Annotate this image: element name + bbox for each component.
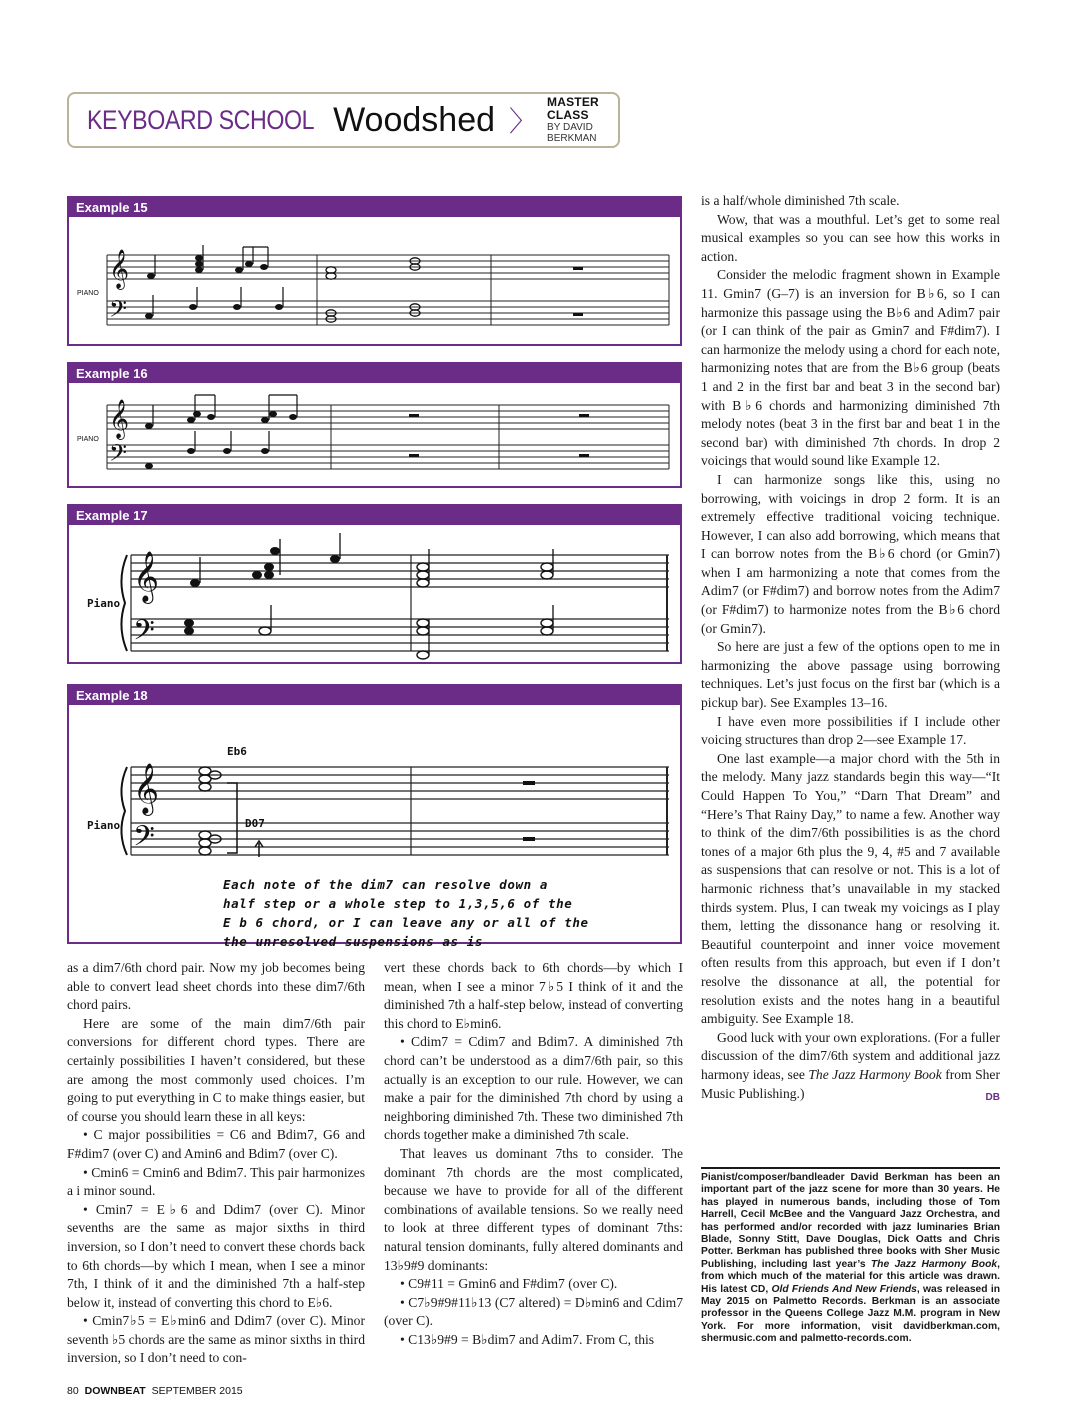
- article-column-3: [701, 192, 1000, 1107]
- bio-text: , from which much of the material for this article was drawn. His latest CD,: [701, 1258, 1000, 1295]
- instrument-label: PIANO: [77, 436, 99, 443]
- byline: BY DAVID BERKMAN: [547, 122, 597, 145]
- section-title: Woodshed: [333, 100, 496, 139]
- annotation-line: the unresolved suspensions as is: [223, 934, 484, 949]
- paragraph: Here are some of the main dim7/6th pair conversions for different chord types. There are certainly possibilities I haven’t considered, but these are among the most commonly used choices. I’m going to put everything in C to make things easier, but of course you should learn these in all keys:: [67, 1015, 365, 1124]
- paragraph: vert these chords back to 6th chords—by which I mean, when I see a minor 7♭5 I think of it and the diminished 7th a half-step below, instead of converting this chord to E♭min6.: [384, 960, 683, 1031]
- kicker: MASTER CLASS: [547, 94, 599, 122]
- annotation-line: E b 6 chord, or I can leave any or all of the: [223, 915, 589, 930]
- page-number: 80: [67, 1385, 79, 1397]
- svg-text:𝄞: 𝄞: [133, 763, 160, 814]
- paragraph: That leaves us dominant 7ths to consider. The dominant 7th chords are the most complicated, because we have to provide for all of the different combinations of available tensions. So we really need to look at three different types of dominant 7ths: natural tension dominants, fully altered dominants and 13♭9#9 dominants:: [384, 1145, 683, 1273]
- issue-date: SEPTEMBER 2015: [151, 1385, 243, 1397]
- instrument-label: Piano: [87, 819, 121, 832]
- author-bio: [701, 1172, 1000, 1346]
- example-label: Example 15: [69, 198, 680, 217]
- instrument-label: PIANO: [77, 290, 99, 297]
- svg-text:𝄞: 𝄞: [109, 399, 130, 439]
- paragraph: One last example—a major chord with the 5th in the melody. Many jazz standards begin this way—“It Could Happen To You,” “Darn That Dream” and “Here’s That Rainy Day,” to name a few. Another way to think of the dim7/6th possibilities is as the chord tones of a major 6th plus the 9, 4, #5 and 7 available as suspensions that can resolve or not. This is a lot of harmonic richness that’s unavailable in my stacked thirds system. Plus, I can tweak my voicings as I play them, letting the dissonance hang or resolving it. Beautiful counterpoint and inner voice movement often results from this approach, but even if I don’t resolve the dissonance at all, the potential for resolution exists and the notes hang in a beautiful ambiguity. See Example 18.: [701, 750, 1000, 1027]
- closing-text: from Sher Music Publishing.): [701, 1066, 1000, 1101]
- paragraph: Wow, that was a mouthful. Let’s get to some real musical examples so you can see how this works in action.: [701, 211, 1000, 264]
- book-title: The Jazz Harmony Book: [808, 1066, 942, 1082]
- closing-paragraph: [701, 1029, 1000, 1103]
- article-column-1: [67, 959, 365, 1368]
- svg-text:𝄞: 𝄞: [109, 249, 130, 289]
- paragraph: I have even more possibilities if I include other voicing structures than drop 2—see Example 17.: [701, 713, 1000, 748]
- paragraph: • C9#11 = Gmin6 and F#dim7 (over C).: [400, 1276, 618, 1292]
- instrument-label: Piano: [87, 597, 121, 610]
- bio-book-title: The Jazz Harmony Book: [870, 1258, 998, 1270]
- example-16-panel: [67, 362, 682, 488]
- paragraph: • Cmin7 = E♭6 and Ddim7 (over C). Minor sevenths are the same as major sixths in third inversion, so I don’t need to convert these chords back to 6th chords—by which I mean, when I see a minor 7th, I think of it and the diminished 7th a half-step below it, instead of converting this chord to E♭6.: [67, 1201, 365, 1310]
- section-name: KEYBOARD SCHOOL: [87, 104, 315, 135]
- chevron-right-icon: 〉: [509, 106, 538, 137]
- paragraph: I can harmonize songs like this, using no borrowing, with voicings in drop 2 form. It is an extremely effective traditional voicing technique. However, I can also add borrowing, which means that I can borrow notes from the B♭6 chord (or Gmin7) when I am harmonizing a note that comes from the Adim7 (or F#dim7) and borrow notes from the Adim7 (or F#dim7) to harmonize notes from the B♭6 chord (or Gmin7).: [701, 471, 1000, 636]
- svg-text:𝄢: 𝄢: [109, 439, 128, 472]
- bio-divider: [701, 1167, 1000, 1169]
- magazine-name: DOWNBEAT: [84, 1385, 146, 1397]
- paragraph: • Cmin6 = Cmin6 and Bdim7. This pair harmonizes a i minor sound.: [67, 1164, 365, 1199]
- notation-area: [69, 383, 680, 486]
- chord-symbol-eb6: Eb6: [227, 745, 247, 758]
- paragraph: • C major possibilities = C6 and Bdim7, G6 and F#dim7 (over C) and Amin6 and Bdim7 (over C).: [67, 1127, 365, 1161]
- svg-text:𝄢: 𝄢: [133, 614, 155, 654]
- notation-area: [69, 705, 680, 949]
- notation-area: [69, 525, 680, 662]
- bio-text: , was released in May 2015 on Palmetto Records. Berkman is an associate professor in the Queens College Jazz M.M. program in New York. For more information, visit davidberkman.com, shermusic.com and palmetto-records.com.: [701, 1283, 1000, 1345]
- article-column-2: [384, 959, 683, 1349]
- paragraph: • C13♭9#9 = B♭dim7 and Adim7. From C, this: [400, 1331, 655, 1347]
- page-footer: [67, 1385, 243, 1397]
- music-notation-15: [69, 217, 680, 344]
- example-15-panel: [67, 196, 682, 346]
- paragraph: Consider the melodic fragment shown in Example 11. Gmin7 (G–7) is an inversion for B♭6, so I can harmonize this passage using the B♭6 and Adim7 pair (or I can think of the pair as Gmin7 and F#dim7). I can harmonize the melody using a chord for each note, harmonizing notes that are from the B♭6 group (beats 1 and 2 in the first bar and beat 3 in the second bar) with B♭6 chords and harmonizing diminished 7th melody notes (beat 3 in the first bar and beat 1 in the second bar) with diminished 7th chords. In drop 2 voicings that would sound like Example 12.: [701, 267, 1000, 469]
- paragraph: • C7♭9#9#11♭13 (C7 altered) = D♭min6 and Cdim7 (over C).: [384, 1294, 683, 1329]
- paragraph: So here are just a few of the options open to me in harmonizing the above passage using borrowing techniques. Let’s just focus on the first bar (which is a pickup bar). See Examples 13–16.: [701, 639, 1000, 711]
- music-notation-16: [69, 383, 680, 486]
- example-17-panel: [67, 504, 682, 664]
- paragraph: • Cmin7♭5 = E♭min6 and Ddim7 (over C). Minor seventh ♭5 chords are the same as minor sixths in third inversion, so I don’t need to con-: [67, 1313, 365, 1366]
- example-label: Example 18: [69, 686, 680, 705]
- notation-area: [69, 217, 680, 344]
- section-header: [67, 92, 620, 148]
- annotation-line: Each note of the dim7 can resolve down a: [223, 877, 549, 892]
- example-18-panel: [67, 684, 682, 949]
- chord-symbol-ddim7: D07: [245, 817, 265, 830]
- bio-text: Pianist/composer/bandleader David Berkman has been an important part of the jazz scene for more than 30 years. He has played in numerous bands, including those of Tom Harrell, Cecil McBee and the Vanguard Jazz Orchestra, and has performed and/or recorded with jazz luminaries Brian Blade, Sonny Stitt, Dave Douglas, Dick Oatts and Chris Potter. Berkman has published three books with Sher Music Publishing, including last year’s: [701, 1172, 1000, 1270]
- svg-text:𝄢: 𝄢: [133, 820, 155, 860]
- svg-text:𝄢: 𝄢: [109, 295, 128, 328]
- paragraph: as a dim7/6th chord pair. Now my job becomes being able to convert lead sheet chords into these dim7/6th chord pairs.: [67, 960, 365, 1013]
- paragraph: is a half/whole diminished 7th scale.: [701, 193, 900, 208]
- example-label: Example 17: [69, 506, 680, 525]
- music-notation-18: [69, 705, 680, 865]
- bio-cd-title: Old Friends And New Friends: [771, 1283, 917, 1295]
- example-label: Example 16: [69, 364, 680, 383]
- author-signature: DB: [985, 1091, 1000, 1103]
- music-notation-17: [69, 525, 680, 662]
- svg-text:𝄞: 𝄞: [133, 551, 160, 602]
- annotation-line: half step or a whole step to 1,3,5,6 of the: [223, 896, 573, 911]
- closing-text: Good luck with your own explorations. (For a fuller discussion of the dim7/6th system and additional jazz harmony ideas, see: [701, 1029, 1000, 1082]
- paragraph: • Cdim7 = Cdim7 and Bdim7. A diminished 7th chord can’t be understood as a dim7/6th pair, so this actually is an exception to our rule. However, we can make a pair for the diminished 7th chord by using a neighboring diminished 7th. These two diminished 7th chords together make a diminished 7th scale.: [384, 1034, 683, 1143]
- byline-block: [547, 96, 618, 144]
